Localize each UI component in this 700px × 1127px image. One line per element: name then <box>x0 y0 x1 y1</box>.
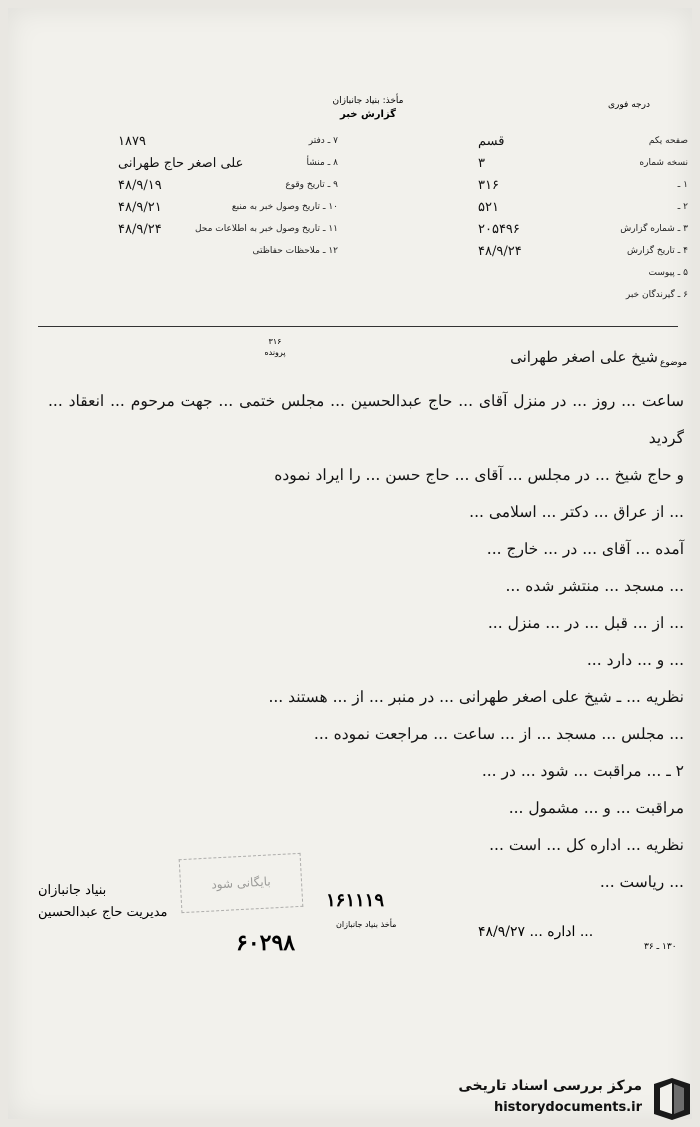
field-value: قسم <box>478 133 505 149</box>
document-header <box>308 94 428 122</box>
document-page <box>8 8 692 1119</box>
signature-line: بنیاد جانبازان <box>38 883 107 898</box>
field-label: ۱۲ ـ ملاحظات حفاظتی <box>252 246 338 256</box>
field-label: ۱ ـ <box>677 180 688 190</box>
file-seal <box>258 336 292 358</box>
signature-block <box>38 880 238 924</box>
field-label: ۵ ـ پیوست <box>648 268 688 278</box>
field-value: ۴۸/۹/۲۱ <box>118 199 162 215</box>
field-label: ۸ ـ منشأ <box>306 158 338 168</box>
header-title: گزارش خبر <box>339 109 396 120</box>
subject-text: شیخ علی اصغر طهرانی <box>510 348 658 366</box>
field-row <box>118 152 338 174</box>
body-line: ساعت ... روز ... در منزل آقای ... حاج عبدالحسین ... مجلس ختمی ... جهت مرحوم ... انعقاد ... گردید <box>48 392 684 447</box>
urgency-label: درجه فوری <box>608 100 650 110</box>
field-value: ۳ <box>478 155 485 171</box>
body-line: ... و ... دارد ... <box>586 651 684 669</box>
seal-number: ۳۱۶ <box>268 337 282 346</box>
field-row <box>478 152 688 174</box>
field-row <box>478 196 688 218</box>
closing-date-line: ... اداره ... ۴۸/۹/۲۷ <box>478 924 594 940</box>
field-label: ۳ ـ شماره گزارش <box>620 224 688 234</box>
field-row <box>118 196 338 218</box>
archive-number: ۱۶۱۱۱۹ <box>326 890 385 911</box>
body-line: ۲ ـ ... مراقبت ... شود ... در ... <box>481 762 684 780</box>
field-row <box>478 284 688 306</box>
field-row <box>118 240 338 262</box>
field-value: علی اصغر حاج طهرانی <box>118 155 244 171</box>
body-line: آمده ... آقای ... در ... خارج ... <box>486 540 684 558</box>
field-value: ۱۸۷۹ <box>118 133 146 149</box>
body-line: نظریه ... اداره کل ... است ... <box>489 836 684 854</box>
field-label: ۲ ـ <box>677 202 688 212</box>
footer-url: historydocuments.ir <box>493 1100 642 1115</box>
field-value: ۳۱۶ <box>478 177 499 193</box>
archive-caption: مأخذ بنیاد جانبازان <box>336 920 397 929</box>
body-line: ... مسجد ... منتشر شده ... <box>505 577 684 595</box>
header-source: مأخذ: بنياد جانبازان <box>332 96 404 106</box>
section-divider <box>38 326 678 327</box>
field-label: ۱۰ ـ تاریخ وصول خبر به منبع <box>231 202 338 212</box>
body-line: نظریه ... ـ شیخ علی اصغر طهرانی ... در منبر ... از ... هستند ... <box>268 688 684 706</box>
field-label: ۴ ـ تاریخ گزارش <box>626 246 688 256</box>
field-row <box>118 218 338 240</box>
footer-title: مرکز بررسی اسناد تاریخی <box>458 1078 642 1094</box>
subject-label: موضوع <box>660 358 688 368</box>
field-value: ۵۲۱ <box>478 199 499 215</box>
body-line: ... مجلس ... مسجد ... از ... ساعت ... مراجعت نموده ... <box>313 725 684 743</box>
body-line: ... ریاست ... <box>599 873 684 891</box>
right-field-list <box>478 130 688 306</box>
report-body <box>48 383 684 901</box>
field-row <box>478 262 688 284</box>
footer-watermark <box>418 1070 698 1126</box>
field-value: ۴۸/۹/۱۹ <box>118 177 162 193</box>
field-label: ۶ ـ گیرندگان خبر <box>625 290 688 300</box>
book-logo-icon <box>650 1074 694 1122</box>
body-line: مراقبت ... و ... مشمول ... <box>508 799 684 817</box>
left-field-list <box>118 130 338 262</box>
field-row <box>118 130 338 152</box>
field-row <box>478 174 688 196</box>
body-line: ... از عراق ... دکتر ... اسلامی ... <box>469 503 684 521</box>
signature-line: مدیریت حاج عبدالحسین <box>38 905 168 920</box>
field-row <box>478 130 688 152</box>
archive-stamp: بایگانی شود <box>179 853 304 913</box>
field-label: ۱۱ ـ تاریخ وصول خبر به اطلاعات محل <box>194 224 338 234</box>
body-line: ... از ... قبل ... در ... منزل ... <box>487 614 684 632</box>
field-value: ۴۸/۹/۲۴ <box>478 243 522 259</box>
field-label: ۹ ـ تاریخ وقوع <box>285 180 338 190</box>
reference-code: ۱۳۰ ـ ۳۶ <box>644 942 677 952</box>
field-value: ۲۰۵۴۹۶ <box>478 221 520 237</box>
field-label: ۷ ـ دفتر <box>308 136 338 146</box>
field-value: ۴۸/۹/۲۴ <box>118 221 162 237</box>
body-line: و حاج شیخ ... در مجلس ... آقای ... حاج حسن ... را ایراد نموده <box>274 466 684 484</box>
field-row <box>478 240 688 262</box>
field-label: صفحه یکم <box>648 136 688 146</box>
field-label: نسخه شماره <box>639 158 688 168</box>
seal-caption: پرونده <box>264 348 286 357</box>
field-row <box>478 218 688 240</box>
document-number: ۶۰۲۹۸ <box>236 930 296 956</box>
field-row <box>118 174 338 196</box>
